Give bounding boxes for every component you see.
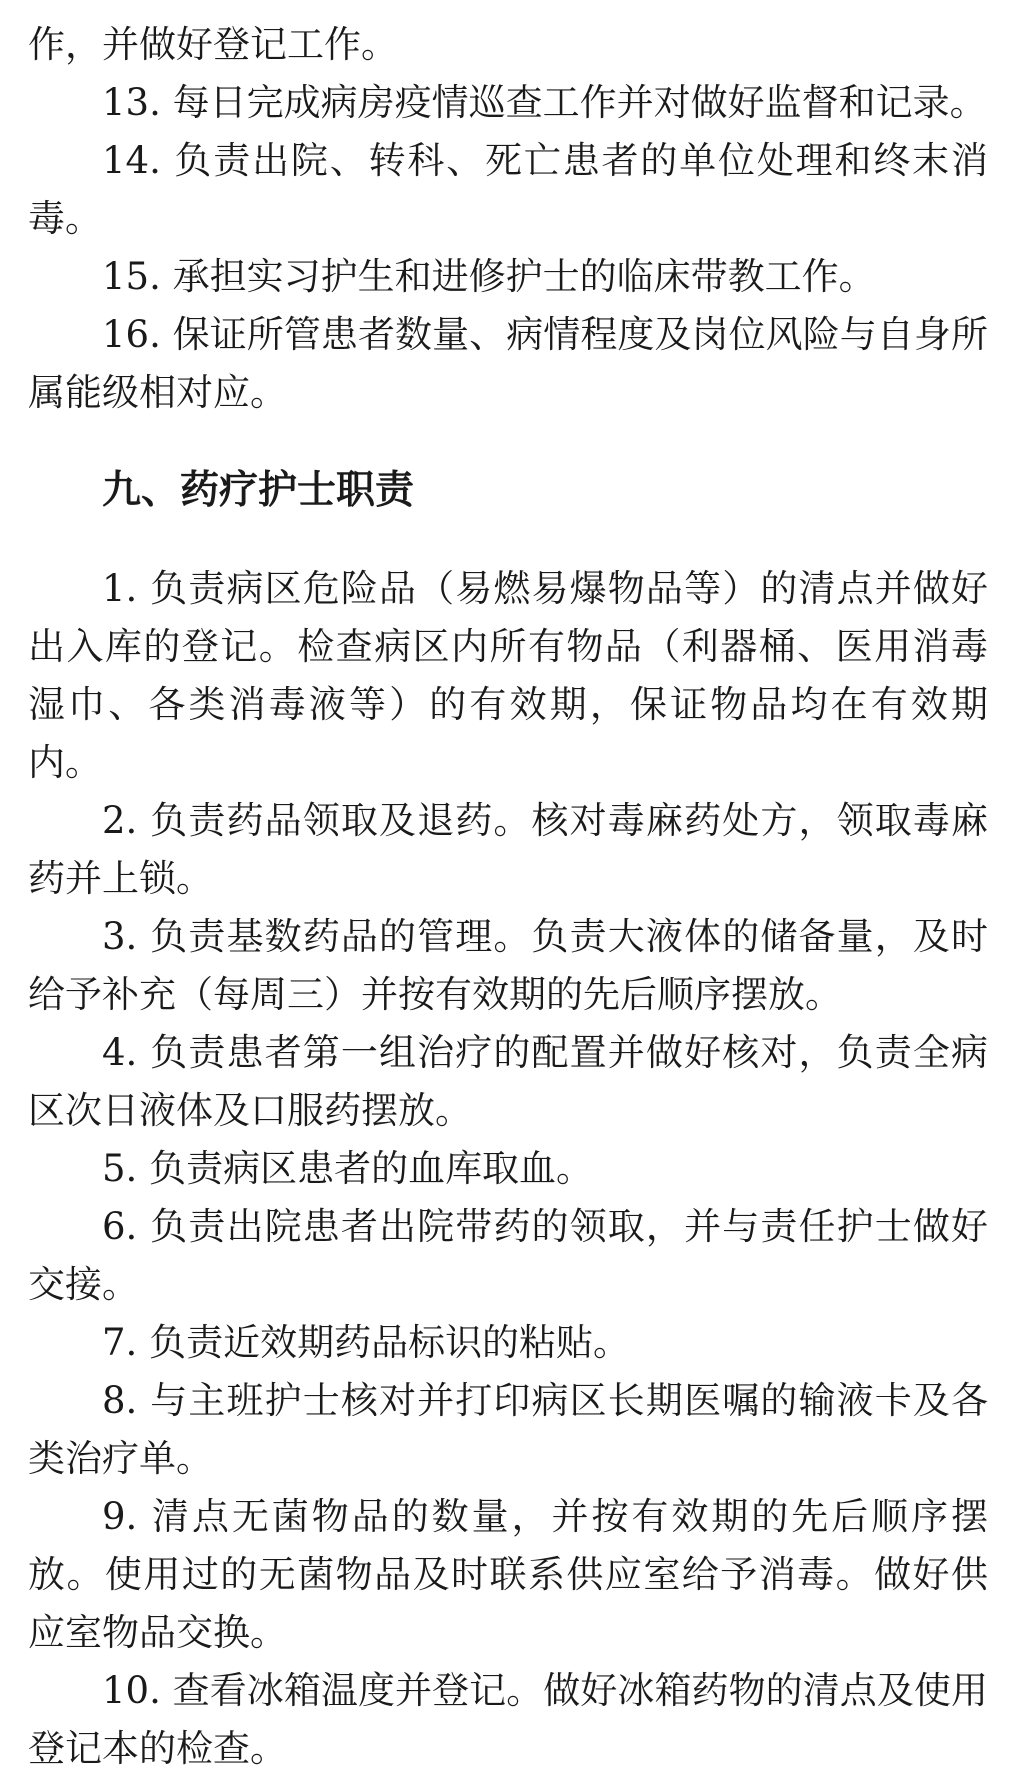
section-heading: 九、药疗护士职责	[102, 468, 415, 513]
list-item: 16. 保证所管患者数量、病情程度及岗位风险与自身所属能级相对应。	[28, 313, 988, 414]
list-item: 10. 查看冰箱温度并登记。做好冰箱药物的清点及使用登记本的检查。	[28, 1669, 988, 1770]
list-item: 3. 负责基数药品的管理。负责大液体的储备量，及时给予补充（每周三）并按有效期的先后顺序摆放。	[28, 915, 988, 1016]
list-item: 13. 每日完成病房疫情巡查工作并对做好监督和记录。	[102, 81, 987, 124]
list-item: 9. 清点无菌物品的数量，并按有效期的先后顺序摆放。使用过的无菌物品及时联系供应室给予消毒。做好供应室物品交换。	[28, 1495, 988, 1654]
list-item: 14. 负责出院、转科、死亡患者的单位处理和终末消毒。	[28, 139, 988, 240]
list-item: 15. 承担实习护生和进修护士的临床带教工作。	[102, 255, 876, 298]
list-item: 7. 负责近效期药品标识的粘贴。	[102, 1321, 631, 1364]
list-item: 1. 负责病区危险品（易燃易爆物品等）的清点并做好出入库的登记。检查病区内所有物品（利器桶、医用消毒湿巾、各类消毒液等）的有效期，保证物品均在有效期内。	[28, 567, 988, 784]
list-item: 4. 负责患者第一组治疗的配置并做好核对，负责全病区次日液体及口服药摆放。	[28, 1031, 988, 1132]
list-item: 6. 负责出院患者出院带药的领取，并与责任护士做好交接。	[28, 1205, 988, 1306]
list-item: 2. 负责药品领取及退药。核对毒麻药处方，领取毒麻药并上锁。	[28, 799, 988, 900]
list-item: 5. 负责病区患者的血库取血。	[102, 1147, 594, 1190]
continuation-text: 作，并做好登记工作。	[28, 23, 398, 66]
list-item: 8. 与主班护士核对并打印病区长期医嘱的输液卡及各类治疗单。	[28, 1379, 988, 1480]
document-page	[28, 16, 988, 1778]
